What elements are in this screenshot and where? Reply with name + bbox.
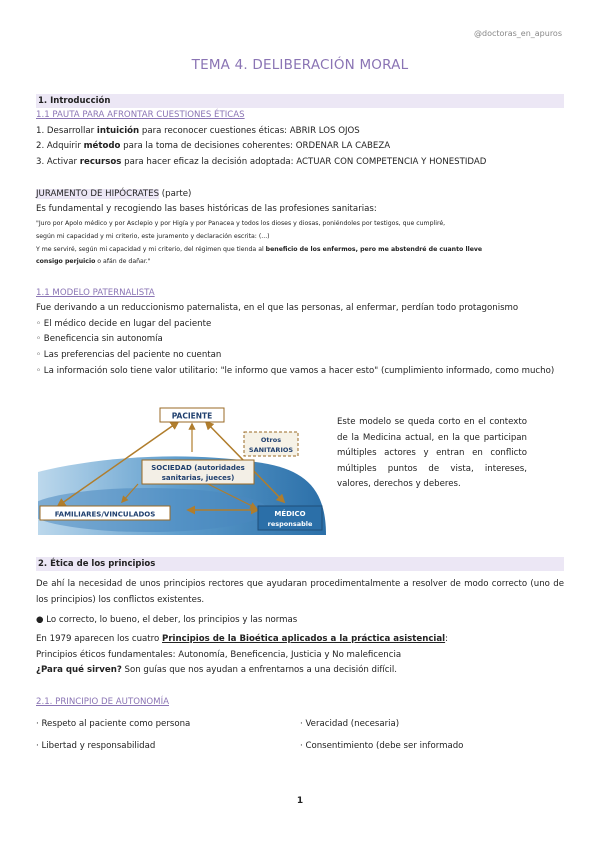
section-heading-etica-principios: 2. Ética de los principios xyxy=(36,557,564,571)
oath-title: JURAMENTO DE HIPÓCRATES (parte) xyxy=(36,189,192,199)
bioetica-line: En 1979 aparecen los cuatro Principios de la Bioética aplicados a la práctica asistencial: xyxy=(36,634,449,644)
list-item: 3. Activar recursos para hacer eficaz la decisión adoptada: ACTUAR CON COMPETENCIA Y HONESTIDAD xyxy=(36,157,487,167)
page-title: TEMA 4. DELIBERACIÓN MORAL xyxy=(191,57,409,73)
label-sanitarias-jueces: sanitarias, jueces) xyxy=(161,474,235,482)
oath-quote-line: "Juro por Apolo médico y por Asclepio y por Higía y por Panacea y todos los dioses y diosas, poniéndoles por testigos, que cumpliré, xyxy=(36,220,446,227)
subheading-paternalista: 1.1 MODELO PATERNALISTA xyxy=(36,288,155,298)
paternalista-intro: Fue derivando a un reduccionismo paternalista, en el que las personas, al enfermar, perdían todo protagonismo xyxy=(36,303,519,313)
label-responsable: responsable xyxy=(267,520,313,528)
label-paciente: PACIENTE xyxy=(171,411,213,421)
label-sociedad: SOCIEDAD (autoridades xyxy=(151,464,245,472)
subheading-pauta: 1.1 PAUTA PARA AFRONTAR CUESTIONES ÉTICAS xyxy=(36,110,245,120)
list-item: ● Lo correcto, lo bueno, el deber, los principios y las normas xyxy=(36,615,298,625)
page-number: 1 xyxy=(296,796,304,806)
list-item: · Respeto al paciente como persona xyxy=(36,719,191,729)
list-item: ◦ Beneficencia sin autonomía xyxy=(36,334,163,344)
subheading-autonomia: 2.1. PRINCIPIO DE AUTONOMÍA xyxy=(36,697,169,707)
principios-paragraph: De ahí la necesidad de unos principios rectores que ayudaran procedimentalmente a resolver de modo correcto (uno de los principios) los conflictos existentes. xyxy=(36,579,564,605)
list-item: · Libertad y responsabilidad xyxy=(36,741,156,751)
label-medico: MÉDICO xyxy=(274,510,306,518)
label-familiares: FAMILIARES/VINCULADOS xyxy=(54,510,156,519)
actors-diagram xyxy=(38,402,326,535)
author-handle: @doctoras_en_apuros xyxy=(474,29,562,38)
list-item: · Veracidad (necesaria) xyxy=(300,719,400,729)
list-item: 1. Desarrollar intuición para reconocer cuestiones éticas: ABRIR LOS OJOS xyxy=(36,126,360,136)
section-heading-introduccion: 1. Introducción xyxy=(36,94,564,108)
oath-quote-line: Y me serviré, según mi capacidad y mi criterio, del régimen que tienda al beneficio de los enfermos, pero me abstendré de cuanto lleve xyxy=(36,246,483,253)
model-side-paragraph: Este modelo se queda corto en el contexto de la Medicina actual, en la que participan múltiples actores y entran en conflicto múltiples puntos de vista, intereses, valores, derechos y deberes. xyxy=(337,417,527,489)
oath-quote-line: según mi capacidad y mi criterio, este juramento y declaración escrita: (...) xyxy=(36,233,270,240)
list-item: ◦ Las preferencias del paciente no cuentan xyxy=(36,350,222,360)
oath-quote-line: consigo perjuicio o afán de dañar." xyxy=(36,258,151,265)
list-item: 2. Adquirir método para la toma de decisiones coherentes: ORDENAR LA CABEZA xyxy=(36,141,391,151)
list-item: · Consentimiento (debe ser informado xyxy=(300,741,464,751)
label-otros: Otros xyxy=(260,436,282,444)
list-item: ◦ La información solo tiene valor utilitario: "le informo que vamos a hacer esto" (cumplimiento informado, como mucho) xyxy=(36,366,555,376)
principios-fundamentales: Principios éticos fundamentales: Autonomía, Beneficencia, Justicia y No maleficencia xyxy=(36,650,402,660)
para-que-sirven: ¿Para qué sirven? Son guías que nos ayudan a enfrentarnos a una decisión difícil. xyxy=(36,665,398,675)
oath-intro: Es fundamental y recogiendo las bases históricas de las profesiones sanitarias: xyxy=(36,204,377,214)
label-sanitarios: SANITARIOS xyxy=(248,446,294,454)
list-item: ◦ El médico decide en lugar del paciente xyxy=(36,319,212,329)
